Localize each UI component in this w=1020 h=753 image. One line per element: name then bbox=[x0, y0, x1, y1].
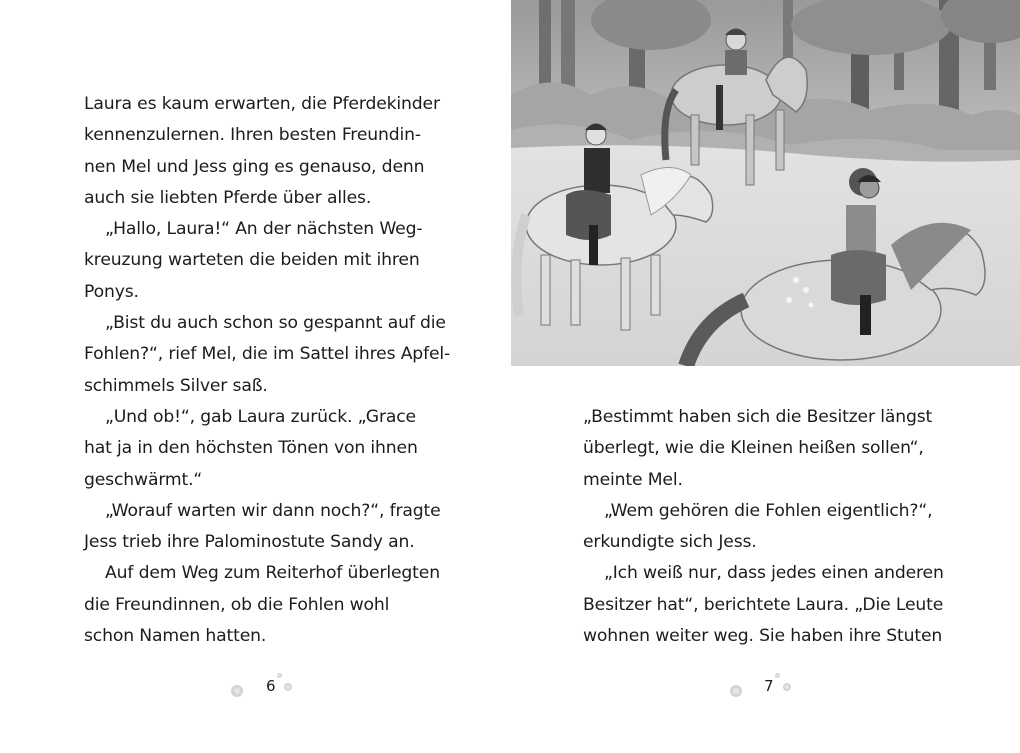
text-line: „Ich weiß nur, dass jedes einen anderen bbox=[604, 563, 944, 584]
text-line: wohnen weiter weg. Sie haben ihre Stuten bbox=[583, 626, 943, 647]
flower-ornament-icon bbox=[730, 685, 742, 697]
text-line: schon Namen hatten. bbox=[84, 626, 267, 647]
text-line: „Und ob!“, gab Laura zurück. „Grace bbox=[105, 406, 416, 427]
text-line: „Wem gehören die Fohlen eigentlich?“, bbox=[604, 500, 933, 521]
text-line: kreuzung warteten die beiden mit ihren bbox=[84, 250, 420, 271]
right-page bbox=[510, 0, 1020, 753]
dot-ornament-icon bbox=[775, 673, 780, 678]
dot-ornament-icon bbox=[277, 673, 282, 678]
flower-ornament-icon bbox=[231, 685, 243, 697]
text-line: erkundigte sich Jess. bbox=[583, 532, 757, 553]
text-line: „Bestimmt haben sich die Besitzer längst bbox=[583, 407, 933, 427]
right-page-text bbox=[583, 402, 953, 652]
text-line: Besitzer hat“, berichtete Laura. „Die Leute bbox=[583, 594, 944, 615]
text-line: die Freundinnen, ob die Fohlen wohl bbox=[84, 594, 390, 615]
text-line: nen Mel und Jess ging es genauso, denn bbox=[84, 156, 425, 177]
flower-ornament-icon bbox=[284, 683, 292, 691]
text-line: auch sie liebten Pferde über alles. bbox=[84, 187, 372, 208]
text-line: Ponys. bbox=[84, 281, 139, 302]
left-page-text bbox=[84, 89, 454, 652]
text-line: hat ja in den höchsten Tönen von ihnen bbox=[84, 438, 418, 459]
text-line: „Hallo, Laura!“ An der nächsten Weg- bbox=[105, 219, 423, 240]
page-number: 6 bbox=[266, 677, 276, 695]
text-line: „Bist du auch schon so gespannt auf die bbox=[105, 313, 446, 334]
text-line: schimmels Silver saß. bbox=[84, 375, 268, 396]
text-line: Fohlen?“, rief Mel, die im Sattel ihres Apfel- bbox=[84, 344, 451, 365]
flower-ornament-icon bbox=[783, 683, 791, 691]
text-line: überlegt, wie die Kleinen heißen sollen“, bbox=[583, 438, 924, 459]
text-line: kennenzulernen. Ihren besten Freundin- bbox=[84, 125, 421, 146]
text-line: Auf dem Weg zum Reiterhof überlegten bbox=[105, 563, 440, 584]
text-line: „Worauf warten wir dann noch?“, fragte bbox=[105, 500, 441, 521]
text-line: meinte Mel. bbox=[583, 469, 683, 490]
page-number: 7 bbox=[764, 677, 774, 695]
text-line: Jess trieb ihre Palominostute Sandy an. bbox=[84, 532, 415, 553]
illustration-image bbox=[511, 0, 1020, 366]
text-line: geschwärmt.“ bbox=[84, 469, 203, 490]
text-line: Laura es kaum erwarten, die Pferdekinder bbox=[84, 94, 440, 114]
